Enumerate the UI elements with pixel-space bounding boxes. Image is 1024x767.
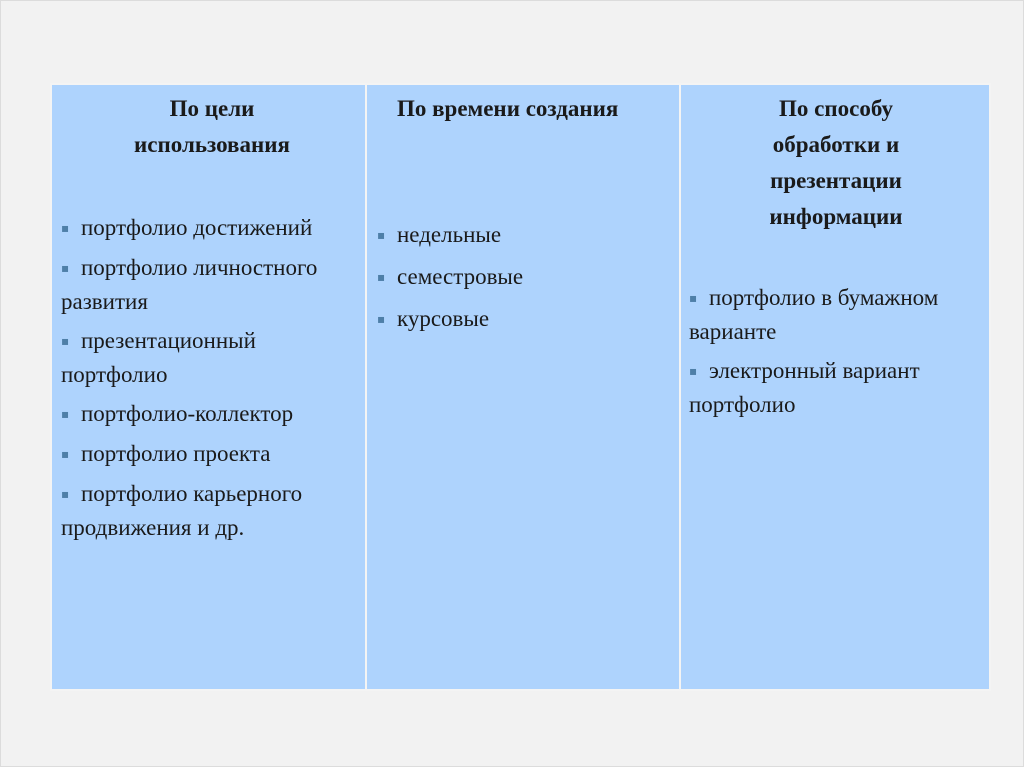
- column-header: По способу обработки и презентации информации: [769, 96, 903, 229]
- column-creation-time: [365, 85, 679, 689]
- list-item: ▪ недельные: [377, 218, 667, 252]
- column-purpose: [52, 85, 365, 689]
- list-item: ▪ семестровые: [377, 260, 667, 294]
- list-item: ▪ портфолио личностного развития: [61, 251, 356, 318]
- column-list: [689, 281, 987, 427]
- bullet-icon: ▪: [61, 261, 70, 275]
- list-item: ▪ портфолио карьерного продвижения и др.: [61, 477, 356, 544]
- list-item: ▪ портфолио достижений: [61, 211, 356, 245]
- bullet-icon: ▪: [61, 407, 70, 421]
- bullet-icon: ▪: [377, 270, 386, 284]
- list-item: ▪ курсовые: [377, 302, 667, 336]
- column-processing-method: [679, 85, 989, 689]
- list-item: ▪ портфолио в бумажном варианте: [689, 281, 987, 348]
- column-header: По цели использования: [134, 96, 290, 157]
- list-item: ▪ презентационный портфолио: [61, 324, 356, 391]
- column-list: [377, 218, 667, 344]
- list-item: ▪ электронный вариант портфолио: [689, 354, 987, 421]
- column-list: [61, 211, 356, 550]
- list-item: ▪ портфолио-коллектор: [61, 397, 356, 431]
- classification-table: [50, 83, 991, 691]
- bullet-icon: ▪: [689, 364, 698, 378]
- bullet-icon: ▪: [61, 334, 70, 348]
- column-header: По времени создания: [397, 96, 619, 121]
- bullet-icon: ▪: [61, 447, 70, 461]
- bullet-icon: ▪: [377, 312, 386, 326]
- list-item: ▪ портфолио проекта: [61, 437, 356, 471]
- bullet-icon: ▪: [61, 221, 70, 235]
- bullet-icon: ▪: [377, 228, 386, 242]
- bullet-icon: ▪: [689, 291, 698, 305]
- bullet-icon: ▪: [61, 487, 70, 501]
